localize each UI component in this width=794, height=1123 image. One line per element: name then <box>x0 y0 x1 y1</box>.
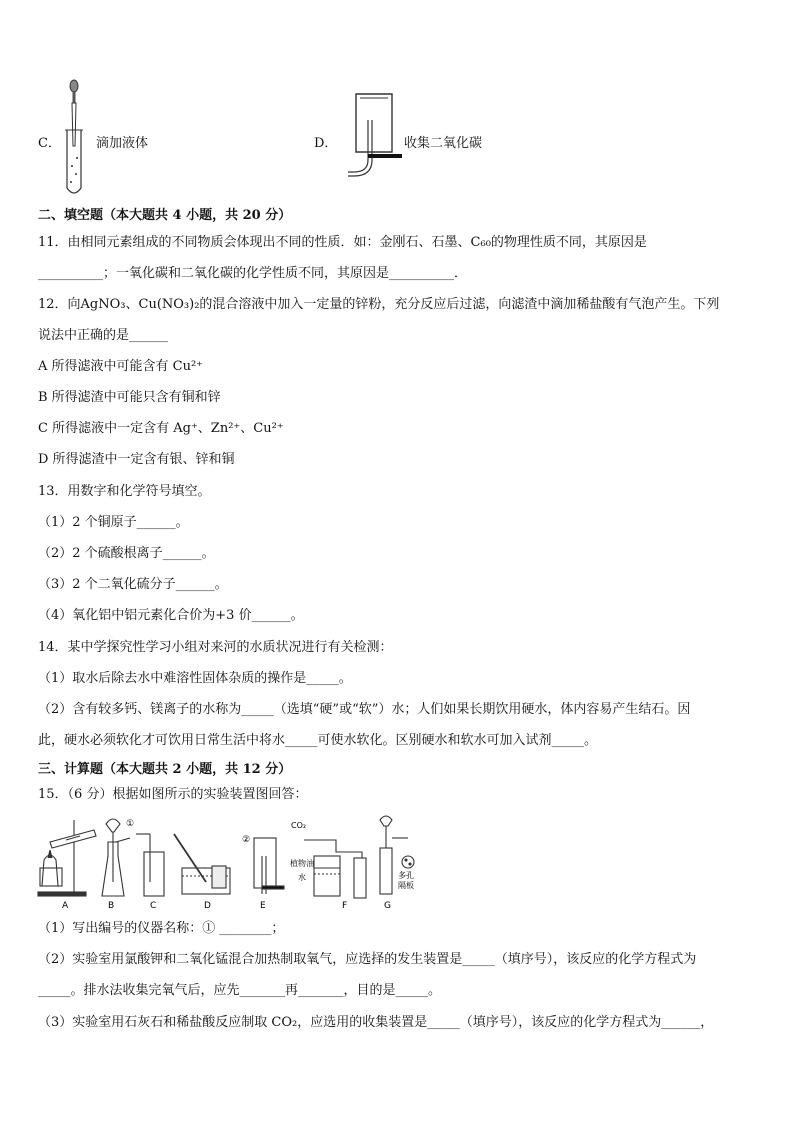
section-2-title: 二、填空题（本大题共 4 小题，共 20 分） <box>38 208 292 223</box>
porous-label-1: 多孔 <box>398 871 414 880</box>
section-3-title: 三、计算题（本大题共 2 小题，共 12 分） <box>38 762 292 777</box>
q13-part1: （1）2 个铜原子______。 <box>38 515 189 530</box>
q11-line2: __________；一氧化碳和二氧化碳的化学性质不同，其原因是__________． <box>38 266 468 281</box>
option-d-label: D． <box>314 136 338 151</box>
dropper-test-tube-figure <box>60 78 90 198</box>
apparatus-label-f: F <box>342 901 348 911</box>
co2-label: CO₂ <box>291 821 307 830</box>
q12-option-d: D 所得滤渣中一定含有银、锌和铜 <box>38 452 235 467</box>
apparatus-f <box>304 840 366 898</box>
q13-part2: （2）2 个硫酸根离子______。 <box>38 546 215 561</box>
q15-part2-line1: （2）实验室用氯酸钾和二氧化锰混合加热制取氧气，应选择的发生装置是_____（填序号），该反应的化学方程式为 <box>38 952 697 967</box>
q12-line2: 说法中正确的是______ <box>38 328 169 343</box>
porous-label-2: 隔板 <box>398 881 414 890</box>
option-c-label: C． <box>38 136 61 151</box>
q15-part2-line2: _____。排水法收集完氧气后，应先_______再_______，目的是_____。 <box>38 983 442 998</box>
apparatus-label-e: E <box>260 901 266 911</box>
q14-part2-line2: 此，硬水必须软化才可饮用日常生活中将水_____可使水软化。区别硬水和软水可加入试剂_____。 <box>38 733 598 748</box>
lab-apparatus-figure <box>36 812 436 912</box>
apparatus-label-d: D <box>204 901 211 911</box>
apparatus-e <box>254 838 284 894</box>
q14-stem: 14．某中学探究性学习小组对来河的水质状况进行有关检测： <box>38 640 393 655</box>
circle-1-label: ① <box>126 819 135 829</box>
apparatus-label-g: G <box>384 901 391 911</box>
q14-part1: （1）取水后除去水中难溶性固体杂质的操作是_____。 <box>38 671 352 686</box>
water-label: 水 <box>298 873 306 882</box>
apparatus-d <box>174 834 230 894</box>
q12-line1: 12．向AgNO₃、Cu(NO₃)₂的混合溶液中加入一定量的锌粉，充分反应后过滤，向滤渣中滴加稀盐酸有气泡产生。下列 <box>38 297 720 312</box>
q12-option-b: B 所得滤渣中可能只含有铜和锌 <box>38 390 221 405</box>
circle-2-label: ② <box>242 835 251 845</box>
apparatus-label-c: C <box>150 901 157 911</box>
q12-option-a: A 所得滤液中可能含有 Cu²⁺ <box>38 359 204 374</box>
apparatus-label-a: A <box>62 901 69 911</box>
q13-stem: 13．用数字和化学符号填空。 <box>38 484 211 499</box>
option-c-text: 滴加液体 <box>96 136 149 151</box>
gas-collection-bottle-figure <box>344 90 404 180</box>
q13-part3: （3）2 个二氧化硫分子______。 <box>38 577 228 592</box>
apparatus-a <box>38 820 96 896</box>
q13-part4: （4）氧化铝中铝元素化合价为+3 价______。 <box>38 608 304 623</box>
apparatus-b <box>102 819 130 896</box>
q15-part3: （3）实验室用石灰石和稀盐酸反应制取 CO₂，应选用的收集装置是_____（填序号），该反应的化学方程式为______， <box>38 1015 714 1030</box>
option-d-text: 收集二氧化碳 <box>404 136 483 151</box>
q14-part2-line1: （2）含有较多钙、镁离子的水称为_____（选填“硬”或“软”）水；人们如果长期饮用硬水，体内容易产生结石。因 <box>38 702 691 717</box>
apparatus-label-b: B <box>108 901 115 911</box>
q12-option-c: C 所得滤液中一定含有 Ag⁺、Zn²⁺、Cu²⁺ <box>38 421 284 436</box>
apparatus-c <box>136 834 164 896</box>
oil-label: 植物油 <box>290 859 314 868</box>
q15-part1: （1）写出编号的仪器名称：① ________； <box>38 921 285 936</box>
q15-stem: 15．（6 分）根据如图所示的实验装置图回答： <box>38 787 308 802</box>
q11-line1: 11．由相同元素组成的不同物质会体现出不同的性质．如：金刚石、石墨、C₆₀的物理性质不同，其原因是 <box>38 235 647 250</box>
